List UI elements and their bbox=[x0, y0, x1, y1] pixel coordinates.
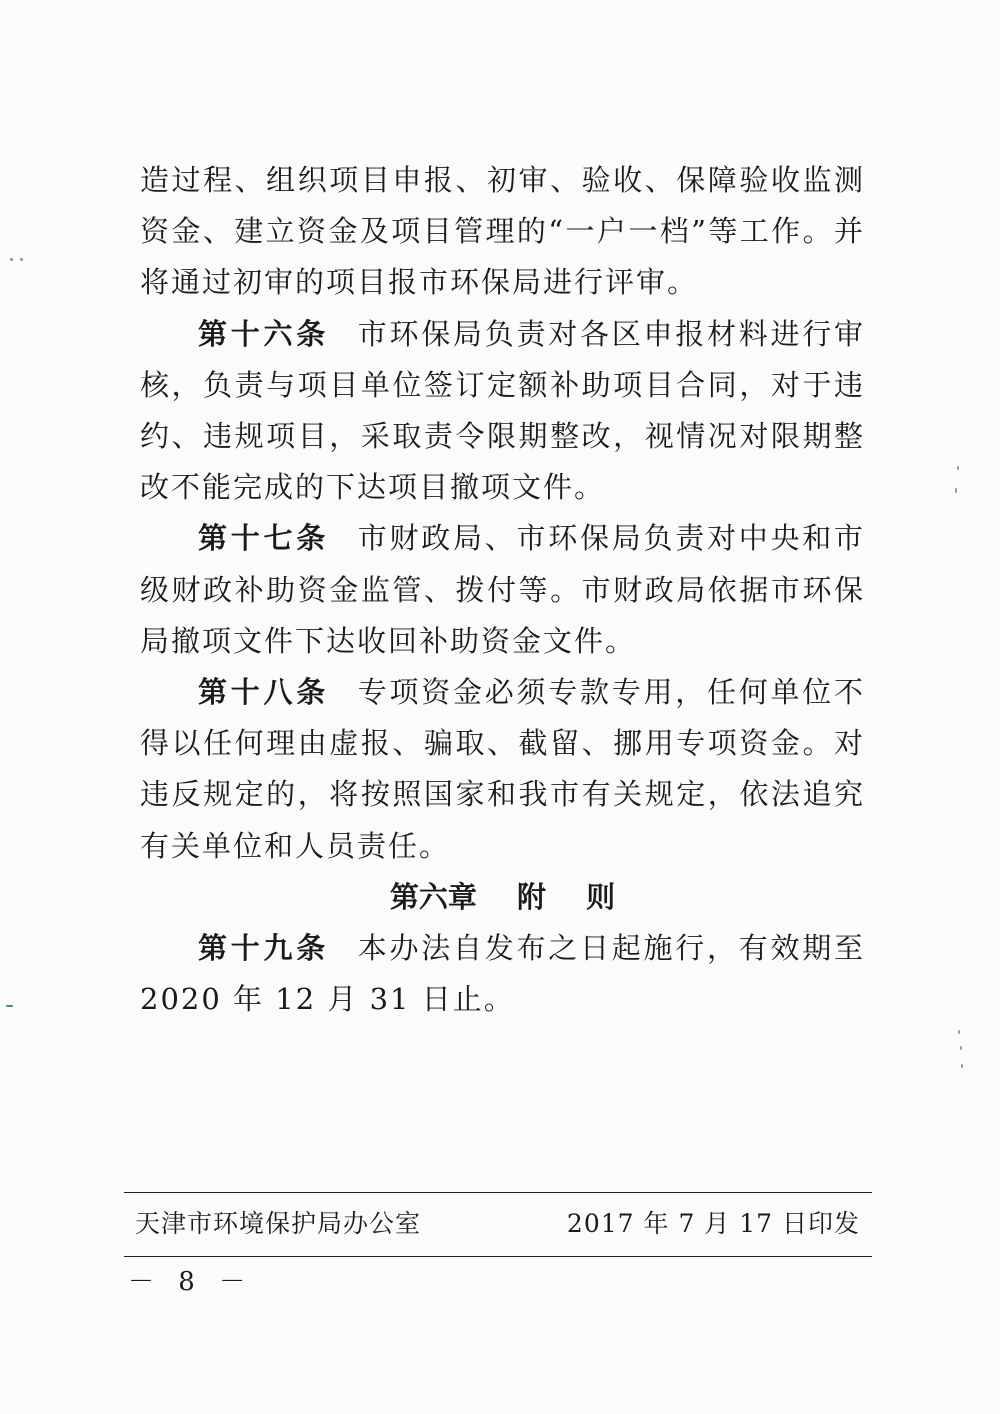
scan-speck bbox=[961, 1064, 963, 1068]
scan-speck bbox=[10, 258, 13, 261]
article-text: 本办法自发布之日起施行，有效期至 2020 年 12 月 31 日止。 bbox=[140, 931, 865, 1017]
document-body bbox=[140, 155, 865, 1025]
article-number: 第十六条 bbox=[198, 316, 329, 351]
article-17 bbox=[140, 513, 865, 667]
article-text: 市财政局、市环保局负责对中央和市级财政补助资金监管、拨付等。市财政局依据市环保局撤项文件下达收回补助资金文件。 bbox=[140, 521, 865, 658]
page-number: － 8 － bbox=[128, 1267, 254, 1297]
article-number: 第十八条 bbox=[198, 675, 329, 710]
footer-bottom-rule bbox=[124, 1256, 872, 1257]
footer-issuer: 天津市环境保护局办公室 bbox=[135, 1209, 422, 1238]
article-number: 第十七条 bbox=[198, 521, 329, 556]
scan-speck bbox=[960, 1046, 962, 1050]
scan-speck bbox=[955, 488, 957, 493]
article-19 bbox=[140, 923, 865, 1025]
article-16 bbox=[140, 309, 865, 514]
article-text: 市环保局负责对各区申报材料进行审核，负责与项目单位签订定额补助项目合同，对于违约、违规项目，采取责令限期整改，视情况对限期整改不能完成的下达项目撤项文件。 bbox=[140, 316, 865, 505]
article-number: 第十九条 bbox=[198, 931, 329, 966]
paragraph-text: 造过程、组织项目申报、初审、验收、保障验收监测资金、建立资金及项目管理的“一户一档”等工作。并将通过初审的项目报市环保局进行评审。 bbox=[140, 163, 865, 300]
footer-top-rule bbox=[124, 1192, 872, 1193]
scan-speck bbox=[957, 466, 959, 470]
scan-speck bbox=[6, 1005, 13, 1007]
paragraph-continuation bbox=[140, 155, 865, 309]
footer-issue-date: 2017 年 7 月 17 日印发 bbox=[566, 1209, 860, 1238]
article-18 bbox=[140, 667, 865, 872]
scan-speck bbox=[20, 258, 23, 261]
scan-speck bbox=[958, 1030, 960, 1034]
article-text: 专项资金必须专款专用，任何单位不得以任何理由虚报、骗取、截留、挪用专项资金。对违反规定的，将按照国家和我市有关规定，依法追究有关单位和人员责任。 bbox=[140, 675, 865, 863]
chapter-heading: 第六章 附 则 bbox=[389, 879, 616, 914]
